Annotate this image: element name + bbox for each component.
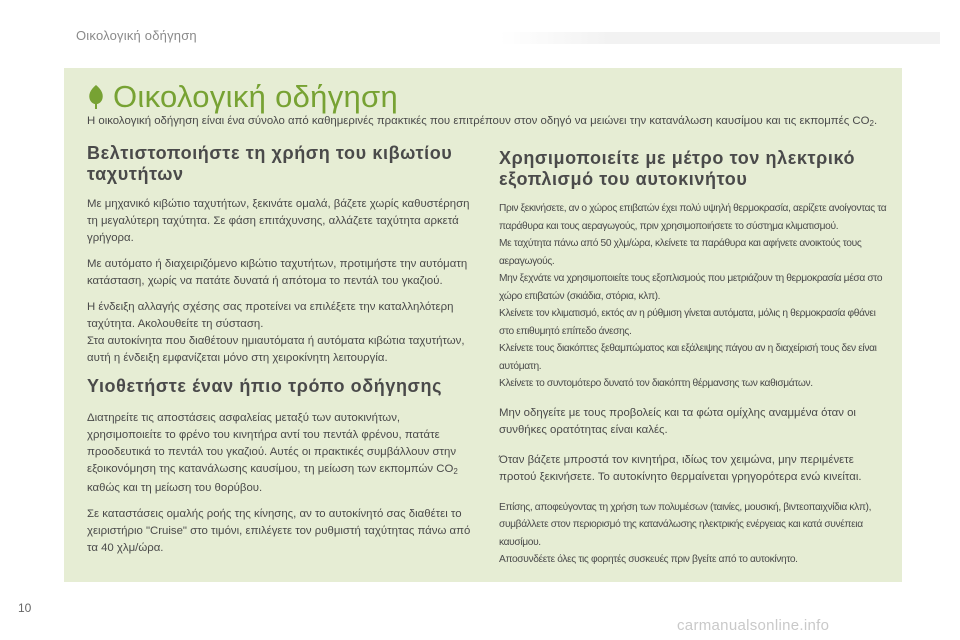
note-multimedia: Επίσης, αποφεύγοντας τη χρήση των πολυμέσων (ταινίες, μουσική, βιντεοπαιχνίδια κλπ), συμβάλλετε στον περιορισμό της κατανάλωσης ηλεκτρικής ενέργειας και κατά συνέπεια καυσίμου.	[499, 501, 872, 548]
page-number: 10	[18, 601, 32, 615]
gearbox-paragraph-manual: Με μηχανικό κιβώτιο ταχυτήτων, ξεκινάτε ομαλά, βάζετε χωρίς καθυστέρηση τη μεγαλύτερη ταχύτητα. Σε φάση επιτάχυνσης, αλλάζετε ταχύτητα αρκετά γρήγορα.	[87, 198, 470, 244]
header-rule	[500, 32, 940, 44]
left-column	[87, 143, 472, 566]
note-windows: Με ταχύτητα πάνω από 50 χλμ/ώρα, κλείνετε τα παράθυρα και αφήνετε ανοικτούς τους αεραγωγούς.	[499, 238, 862, 267]
section-heading-gearbox: Βελτιστοποιήστε τη χρήση του κιβωτίου ταχυτήτων	[87, 143, 453, 184]
lights-paragraph: Μην οδηγείτε με τους προβολείς και τα φώτα ομίχλης αναμμένα όταν οι συνθήκες ορατότητας είναι καλές.	[499, 406, 856, 436]
driving-text-end: καθώς και τη μείωση του θορύβου.	[87, 482, 263, 494]
title-row	[87, 80, 398, 114]
note-seat-heating: Κλείνετε το συντομότερο δυνατό τον διακόπτη θέρμανσης των καθισμάτων.	[499, 378, 813, 389]
gearbox-paragraph-semi-auto: Στα αυτοκίνητα που διαθέτουν ημιαυτόματα ή αυτόματα κιβώτια ταχυτήτων, αυτή η ένδειξη εμφανίζεται μόνο στη χειροκίνητη λειτουργία.	[87, 335, 465, 364]
note-shades: Μην ξεχνάτε να χρησιμοποιείτε τους εξοπλισμούς που μετριάζουν τη θερμοκρασία μέσα στο χώρο επιβατών (σκιάδια, στόρια, κλπ).	[499, 273, 883, 302]
note-air-conditioning: Κλείνετε τον κλιματισμό, εκτός αν η ρύθμιση γίνεται αυτόματα, μόλις η θερμοκρασία φθάνει στο επιθυμητό επίπεδο άνεσης.	[499, 308, 876, 337]
driving-paragraph-distances	[87, 410, 472, 497]
driving-subscript: 2	[453, 467, 458, 476]
note-ventilation: Πριν ξεκινήσετε, αν ο χώρος επιβατών έχει πολύ υψηλή θερμοκρασία, αερίζετε ανοίγοντας τα παράθυρα και τους αεραγωγούς, πριν χρησιμοποιήσετε το σύστημα κλιματισμού.	[499, 203, 887, 232]
note-demisting: Κλείνετε τους διακόπτες ξεθαμπώματος και εξάλειψης πάγου αν η διαχείρισή τους δεν είναι αυτόματη.	[499, 343, 877, 372]
right-column	[499, 148, 891, 569]
section-heading-driving-style: Υιοθετήστε έναν ήπιο τρόπο οδήγησης	[87, 376, 443, 396]
leaf-icon	[87, 84, 105, 110]
gearbox-paragraph-automatic: Με αυτόματο ή διαχειριζόμενο κιβώτιο ταχυτήτων, προτιμήστε την αυτόματη κατάσταση, χωρίς να πατάτε δυνατά ή απότομα το πεντάλ του γκαζιού.	[87, 258, 468, 287]
watermark: carmanualsonline.info	[677, 617, 830, 634]
driving-paragraph-cruise: Σε καταστάσεις ομαλής ροής της κίνησης, αν το αυτοκίνητό σας διαθέτει το χειριστήριο "Cruise" στο τιμόνι, επιλέγετε τον ρυθμιστή ταχύτητας πάνω από τα 40 χλμ/ώρα.	[87, 508, 471, 554]
page-title: Οικολογική οδήγηση	[113, 79, 399, 114]
electrical-notes	[499, 200, 891, 393]
running-header: Οικολογική οδήγηση	[76, 28, 197, 43]
engine-warmup-paragraph: Όταν βάζετε μπροστά τον κινητήρα, ιδίως τον χειμώνα, μην περιμένετε προτού ξεκινήσετε. Το αυτοκίνητο θερμαίνεται γρηγορότερα ενώ κινείται.	[499, 453, 862, 483]
gearbox-paragraph-indicator: Η ένδειξη αλλαγής σχέσης σας προτείνει να επιλέξετε την καταλληλότερη ταχύτητα. Ακολουθείτε τη σύσταση.	[87, 301, 454, 330]
section-heading-electrical: Χρησιμοποιείτε με μέτρο τον ηλεκτρικό εξοπλισμό του αυτοκινήτου	[499, 148, 856, 189]
driving-text: Διατηρείτε τις αποστάσεις ασφαλείας μεταξύ των αυτοκινήτων, χρησιμοποιείτε το φρένο του κινητήρα αντί του πεντάλ φρένου, πατάτε προοδευτικά το πεντάλ του γκαζιού. Αυτές οι πρακτικές συμβάλλουν στην εξοικονόμηση της κατανάλωσης καυσίμου, τη μείωση των εκπομπών CO	[87, 412, 457, 475]
note-portable-devices: Αποσυνδέετε όλες τις φορητές συσκευές πριν βγείτε από το αυτοκίνητο.	[499, 554, 798, 565]
intro-paragraph	[87, 113, 887, 132]
intro-text-end: .	[873, 115, 878, 127]
intro-subscript: 2	[869, 119, 874, 128]
intro-text: Η οικολογική οδήγηση είναι ένα σύνολο από καθημερινές πρακτικές που επιτρέπουν στον οδηγό να μειώνει την κατανάλωση καυσίμου και τις εκπομπές CO	[87, 115, 870, 127]
multimedia-notes	[499, 499, 891, 569]
